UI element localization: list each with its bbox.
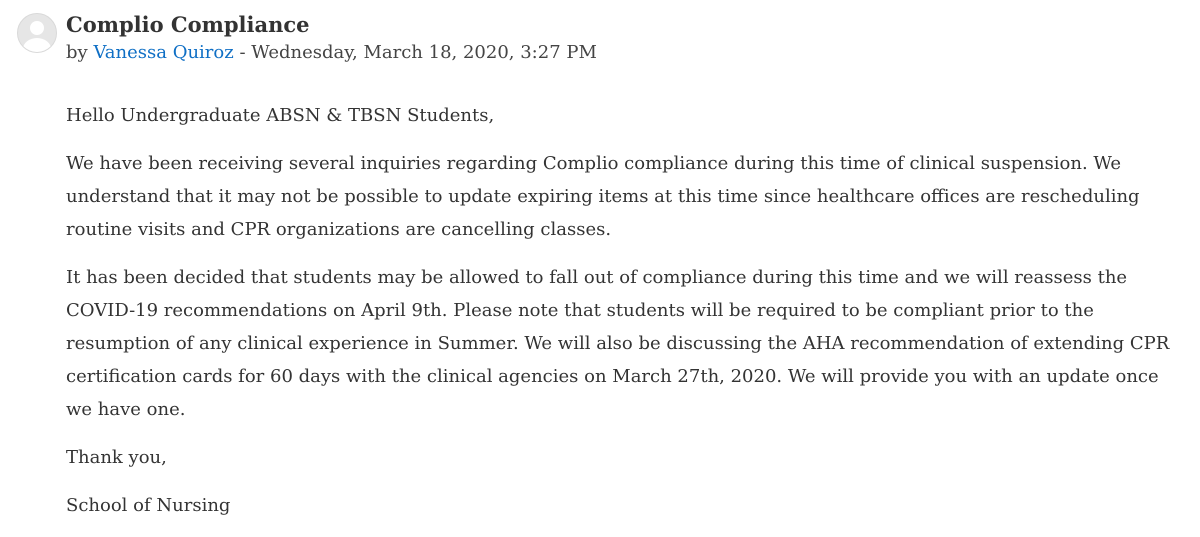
post-byline: [66, 39, 597, 67]
author-link[interactable]: Vanessa Quiroz: [93, 42, 234, 63]
body-paragraph-2: It has been decided that students may be allowed to fall out of compliance during this time and we will reassess the COVID-19 recommendations on April 9th. Please note that students will be required to be compliant prior to the resumption of any clinical experience in Summer. We will also be discussing the AHA recommendation of extending CPR certification cards for 60 days with the clinical agencies on March 27th, 2020. We will provide you with an update once we have one.: [66, 267, 1170, 420]
post-subject: Complio Compliance: [66, 12, 310, 37]
signature-paragraph: School of Nursing: [66, 495, 231, 516]
avatar-shoulders-shape: [23, 38, 51, 53]
byline-prefix: by: [66, 42, 88, 63]
post-content: [66, 99, 1176, 537]
post-header: [66, 11, 597, 67]
avatar-head-shape: [30, 21, 44, 35]
greeting-paragraph: Hello Undergraduate ABSN & TBSN Students,: [66, 105, 495, 126]
post-date: Wednesday, March 18, 2020, 3:27 PM: [251, 42, 597, 63]
byline-separator: -: [239, 42, 246, 63]
closing-paragraph: Thank you,: [66, 447, 167, 468]
body-paragraph-1: We have been receiving several inquiries regarding Complio compliance during this time of clinical suspension. We understand that it may not be possible to update expiring items at this time since healthcare offices are rescheduling routine visits and CPR organizations are cancelling classes.: [66, 153, 1140, 240]
default-user-avatar-icon[interactable]: [17, 13, 57, 53]
